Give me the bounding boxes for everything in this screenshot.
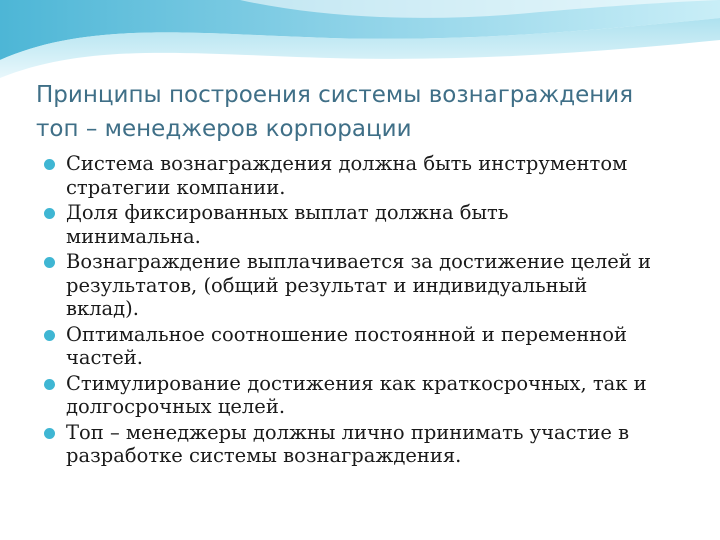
list-item — [44, 201, 694, 248]
bullet-text — [66, 421, 694, 468]
bullet-line: разработке системы вознаграждения. — [66, 444, 462, 467]
list-item — [44, 421, 694, 468]
bullet-line: Топ – менеджеры должны лично принимать участие в — [66, 420, 630, 444]
bullet-line: Вознаграждение выплачивается за достижение целей и — [66, 250, 651, 273]
bullet-text — [66, 372, 694, 419]
bullet-line: Стимулирование достижения как краткосрочных, так и — [66, 371, 647, 395]
bullet-line: долгосрочных целей. — [66, 395, 286, 418]
bullet-text — [66, 323, 694, 370]
bullet-text — [66, 201, 694, 248]
slide-title-line: топ – менеджеров корпорации — [36, 116, 412, 142]
slide-title-line: Принципы построения системы вознаграждения — [36, 82, 634, 108]
list-item — [44, 250, 694, 321]
bullet-line: частей. — [66, 346, 143, 369]
header-wave-decoration — [0, 0, 720, 80]
bullet-icon — [44, 208, 55, 219]
bullet-text — [66, 152, 694, 199]
bullet-line: Доля фиксированных выплат должна быть — [66, 201, 509, 224]
bullet-line: стратегии компании. — [66, 175, 286, 199]
bullet-icon — [44, 379, 55, 390]
bullet-icon — [44, 257, 55, 268]
bullet-line: результатов, (общий результат и индивидуальный — [66, 273, 588, 297]
bullet-icon — [44, 428, 55, 439]
bullet-line: Оптимальное соотношение постоянной и переменной — [66, 322, 627, 346]
bullet-icon — [44, 159, 55, 170]
bullet-text — [66, 250, 694, 321]
list-item — [44, 372, 694, 419]
slide-title — [36, 78, 696, 146]
list-item — [44, 152, 694, 199]
list-item — [44, 323, 694, 370]
bullet-list — [44, 152, 694, 470]
bullet-line: вклад). — [66, 297, 139, 320]
bullet-line: Система вознаграждения должна быть инструментом — [66, 152, 628, 175]
bullet-line: минимальна. — [66, 224, 201, 248]
bullet-icon — [44, 330, 55, 341]
